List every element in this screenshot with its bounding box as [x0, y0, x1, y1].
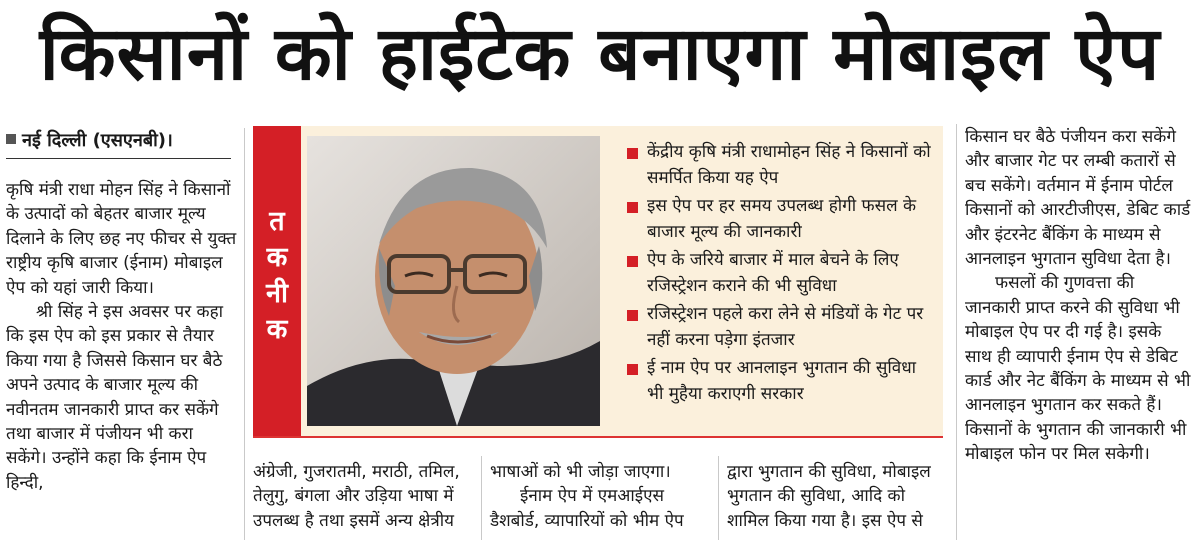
article-column-3	[490, 460, 710, 533]
tab-letter: क	[266, 314, 288, 345]
key-point-text: ऐप के जरिये बाजार में माल बेचने के लिए रजिस्ट्रेशन कराने की भी सुविधा	[647, 250, 899, 296]
col5-para1: किसान घर बैठे पंजीयन करा सकेंगे और बाजार गेट पर लम्बी कतारों से बच सकेंगे। वर्तमान में ईनाम पोर्टल किसानों को आरटीजीएस, डेबिट कार्ड और इंटरनेट बैंकिंग के माध्यम से आनलाइन भुगतान सुविधा देता है।	[965, 127, 1191, 270]
column-rule	[956, 124, 957, 540]
key-point-text: इस ऐप पर हर समय उपलब्ध होगी फसल के बाजार मूल्य की जानकारी	[647, 196, 917, 242]
key-point-text: ई नाम ऐप पर आनलाइन भुगतान की सुविधा भी मुहैया कराएगी सरकार	[647, 358, 917, 404]
article-column-1	[6, 178, 238, 495]
column-rule	[244, 128, 245, 540]
dateline-text: नई दिल्ली (एसएनबी)।	[22, 130, 173, 151]
key-point	[625, 248, 935, 299]
info-box	[253, 126, 943, 438]
col5-para2: फसलों की गुणवत्ता की जानकारी प्राप्त करने की सुविधा भी मोबाइल ऐप पर दी गई है। इसके साथ ही व्यापारी ईनाम ऐप से डेबिट कार्ड और नेट बैंकिंग के माध्यम से भी आनलाइन भुगतान कर सकते हैं। किसानों के भुगतान की जानकारी भी मोबाइल फोन पर मिल सकेगी।	[965, 273, 1191, 465]
square-bullet-icon	[627, 310, 638, 321]
dateline	[6, 128, 231, 159]
column-rule	[718, 456, 719, 540]
article-column-4	[727, 460, 947, 533]
col3-para1: भाषाओं को भी जोड़ा जाएगा।	[490, 462, 671, 482]
key-point	[625, 140, 935, 191]
col1-para2: श्री सिंह ने इस अवसर पर कहा कि इस ऐप को इस प्रकार से तैयार किया गया है जिससे किसान घर बैठे अपने उत्पाद के बाजार मूल्य की नवीनतम जानकारी प्राप्त कर सकेंगे तथा बाजार में पंजीयन भी करा सकेंगे। उन्होंने कहा कि ईनाम ऐप हिन्दी,	[6, 302, 224, 493]
article-column-5	[965, 125, 1193, 467]
tab-letter: त	[269, 206, 285, 237]
col2-text: अंग्रेजी, गुजरातमी, मराठी, तमिल, तेलुगु, बंगला और उड़िया भाषा में उपलब्ध है तथा इसमें अन्य क्षेत्रीय	[253, 462, 460, 531]
col3-para2: ईनाम ऐप में एमआईएस डैशबोर्ड, व्यापारियों को भीम ऐप	[490, 486, 684, 531]
column-rule	[481, 456, 482, 540]
square-bullet-icon	[627, 148, 638, 159]
article-column-2	[253, 460, 473, 533]
key-point	[625, 356, 935, 407]
tab-letter: नी	[266, 278, 288, 309]
square-bullet-icon	[627, 256, 638, 267]
key-point	[625, 302, 935, 353]
key-point-text: रजिस्ट्रेशन पहले करा लेने से मंडियों के गेट पर नहीं करना पड़ेगा इंतजार	[647, 304, 924, 350]
tab-letter: क	[266, 242, 288, 273]
key-point-text: केंद्रीय कृषि मंत्री राधामोहन सिंह ने किसानों को समर्पित किया यह ऐप	[647, 142, 931, 188]
portrait-photo	[307, 136, 600, 426]
info-box-tab	[253, 126, 301, 436]
key-point	[625, 194, 935, 245]
key-points-list	[625, 140, 935, 410]
col4-text: द्वारा भुगतान की सुविधा, मोबाइल भुगतान की सुविधा, आदि को शामिल किया गया है। इस ऐप से	[727, 462, 931, 531]
col1-para1: कृषि मंत्री राधा मोहन सिंह ने किसानों के उत्पादों को बेहतर बाजार मूल्य दिलाने के लिए छह नए फीचर से युक्त राष्ट्रीय कृषि बाजार (ईनाम) मोबाइल ऐप को यहां जारी किया।	[6, 180, 237, 298]
headline: किसानों को हाईटेक बनाएगा मोबाइल ऐप	[39, 11, 1161, 97]
square-bullet-icon	[6, 134, 16, 144]
square-bullet-icon	[627, 364, 638, 375]
portrait-image	[307, 136, 600, 426]
square-bullet-icon	[627, 202, 638, 213]
